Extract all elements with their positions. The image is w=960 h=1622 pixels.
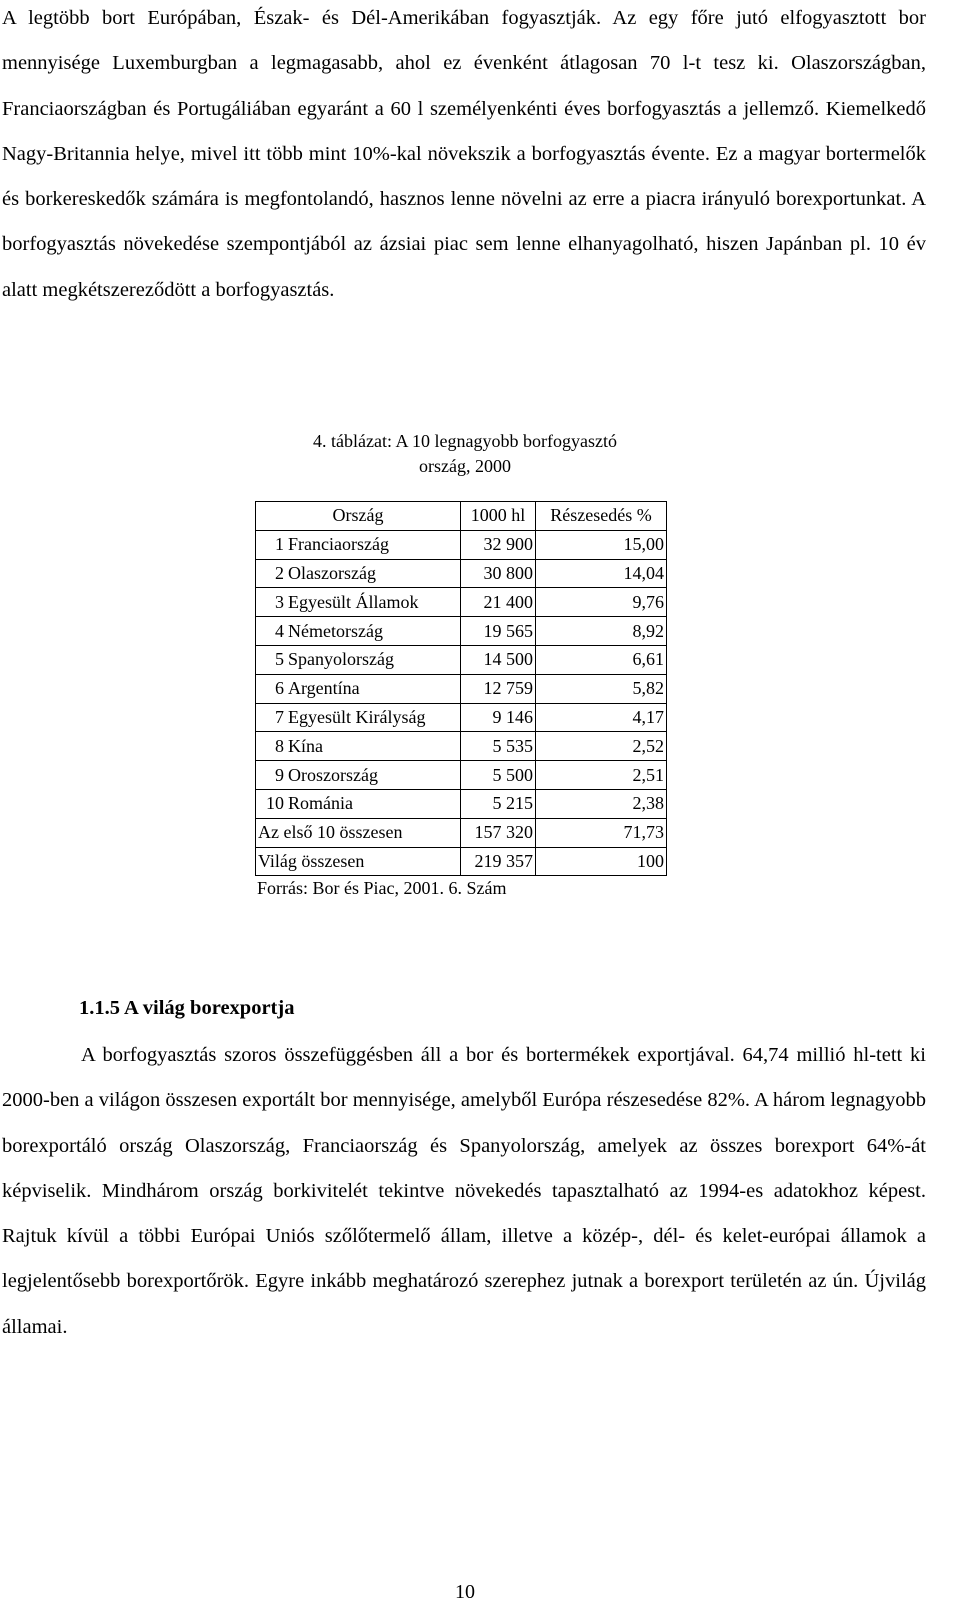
total-share: 100: [536, 847, 667, 876]
table-caption-line1: 4. táblázat: A 10 legnagyobb borfogyasztó: [313, 431, 617, 451]
row-volume: 30 800: [461, 559, 536, 588]
row-rank: 8: [256, 732, 287, 761]
row-volume: 14 500: [461, 645, 536, 674]
total-volume: 219 357: [461, 847, 536, 876]
row-rank: 9: [256, 761, 287, 790]
total-volume: 157 320: [461, 818, 536, 847]
row-share: 2,51: [536, 761, 667, 790]
intro-paragraph: A legtöbb bort Európában, Észak- és Dél-Amerikában fogyasztják. Az egy főre jutó elfogyasztott bor mennyisége Luxemburgban a legmagasabb, ahol ez évenként átlagosan 70 l-t tesz ki. Olaszországban, Franciaországban és Portugáliában egyaránt a 60 l személyenkénti éves borfogyasztás a jellemző. Kiemelkedő Nagy-Britannia helye, mivel itt több mint 10%-kal növekszik a borfogyasztás évente. Ez a magyar bortermelők és borkereskedők számára is megfontolandó, hasznos lenne növelni az erre a piacra irányuló borexportunkat. A borfogyasztás növekedése szempontjából az ázsiai piac sem lenne elhanyagolható, hiszen Japánban pl. 10 év alatt megkétszereződött a borfogyasztás.: [2, 7, 926, 301]
row-rank: 6: [256, 674, 287, 703]
table-total-row: [256, 847, 667, 876]
row-volume: 12 759: [461, 674, 536, 703]
table-row: [256, 703, 667, 732]
wine-consumption-table: [255, 501, 667, 876]
header-volume: 1000 hl: [461, 502, 536, 531]
row-volume: 5 535: [461, 732, 536, 761]
table-row: [256, 617, 667, 646]
row-rank: 1: [256, 530, 287, 559]
row-volume: 19 565: [461, 617, 536, 646]
row-volume: 9 146: [461, 703, 536, 732]
row-share: 5,82: [536, 674, 667, 703]
row-country: Franciaország: [286, 530, 461, 559]
header-country: Ország: [256, 502, 461, 531]
row-country: Kína: [286, 732, 461, 761]
row-country: Egyesült Államok: [286, 588, 461, 617]
row-share: 2,38: [536, 789, 667, 818]
row-country: Oroszország: [286, 761, 461, 790]
table-row: [256, 732, 667, 761]
table-row: [256, 645, 667, 674]
table-total-row: [256, 818, 667, 847]
table-row: [256, 789, 667, 818]
page-number: 10: [455, 1581, 475, 1603]
total-label: Az első 10 összesen: [256, 818, 461, 847]
row-share: 9,76: [536, 588, 667, 617]
table-caption-line2: ország, 2000: [419, 456, 511, 476]
table-row: [256, 559, 667, 588]
row-share: 2,52: [536, 732, 667, 761]
row-share: 6,61: [536, 645, 667, 674]
row-rank: 5: [256, 645, 287, 674]
row-country: Argentína: [286, 674, 461, 703]
row-country: Olaszország: [286, 559, 461, 588]
row-rank: 4: [256, 617, 287, 646]
row-volume: 5 215: [461, 789, 536, 818]
row-country: Németország: [286, 617, 461, 646]
total-share: 71,73: [536, 818, 667, 847]
table-header-row: [256, 502, 667, 531]
row-rank: 7: [256, 703, 287, 732]
row-volume: 21 400: [461, 588, 536, 617]
row-share: 15,00: [536, 530, 667, 559]
table-row: [256, 588, 667, 617]
table-source: Forrás: Bor és Piac, 2001. 6. Szám: [257, 878, 507, 898]
row-volume: 32 900: [461, 530, 536, 559]
row-rank: 2: [256, 559, 287, 588]
row-share: 4,17: [536, 703, 667, 732]
table-row: [256, 530, 667, 559]
row-country: Románia: [286, 789, 461, 818]
table-body: [256, 502, 667, 876]
row-rank: 10: [256, 789, 287, 818]
row-share: 14,04: [536, 559, 667, 588]
row-country: Spanyolország: [286, 645, 461, 674]
total-label: Világ összesen: [256, 847, 461, 876]
section-paragraph: A borfogyasztás szoros összefüggésben áll a bor és bortermékek exportjával. 64,74 millió hl-tett ki 2000-ben a világon összesen exportált bor mennyisége, amelyből Európa részesedése 82%. A három legnagyobb borexportáló ország Olaszország, Franciaország és Spanyolország, amelyek az összes borexport 64%-át képviselik. Mindhárom ország borkivitelét tekintve növekedés tapasztalható az 1994-es adatokhoz képest. Rajtuk kívül a többi Európai Uniós szőlőtermelő állam, illetve a közép-, dél- és kelet-európai államok a legjelentősebb borexportőrök. Egyre inkább meghatározó szerephez jutnak a borexport területén az ún. Újvilág államai.: [2, 1044, 926, 1338]
row-share: 8,92: [536, 617, 667, 646]
section-heading: 1.1.5 A világ borexportja: [79, 997, 295, 1019]
header-share: Részesedés %: [536, 502, 667, 531]
table-row: [256, 761, 667, 790]
row-rank: 3: [256, 588, 287, 617]
table-row: [256, 674, 667, 703]
row-country: Egyesült Királyság: [286, 703, 461, 732]
row-volume: 5 500: [461, 761, 536, 790]
